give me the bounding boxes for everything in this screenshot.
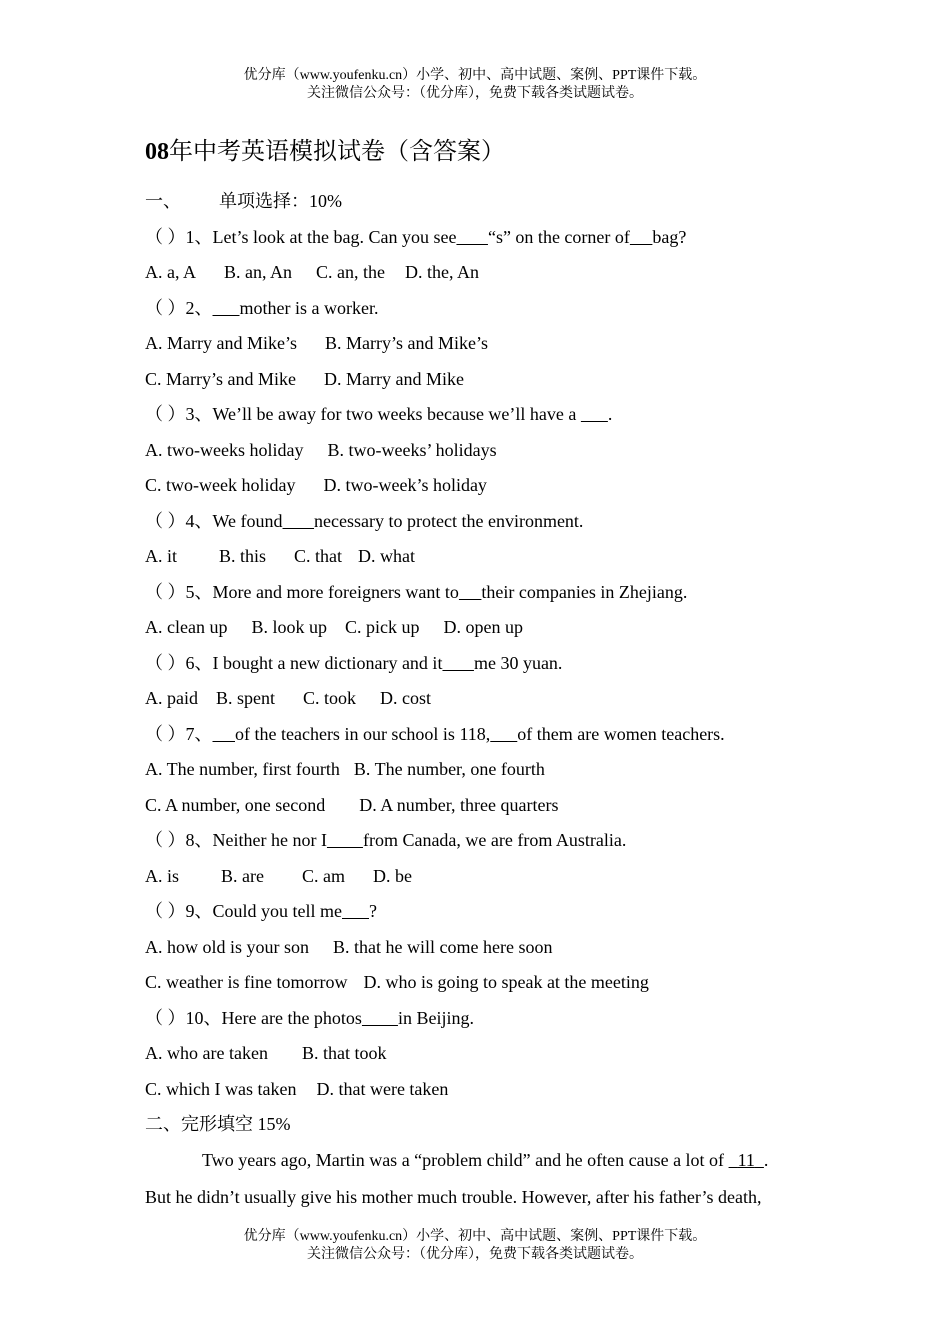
text-segment: of the teachers in our school is 118, bbox=[235, 724, 491, 744]
text-segment: C. which I was taken bbox=[145, 1079, 297, 1099]
text-segment: D. that were taken bbox=[316, 1079, 449, 1099]
blank bbox=[442, 653, 474, 673]
text-segment: （ ）8、Neither he nor I bbox=[145, 830, 327, 850]
text-segment: A. is bbox=[145, 866, 180, 886]
text-segment: D. be bbox=[373, 866, 412, 886]
text-segment: C. Marry’s and Mike bbox=[145, 369, 296, 389]
text-segment: （ ）5、More and more foreigners want to bbox=[145, 582, 459, 602]
text-segment: D. open up bbox=[443, 617, 523, 637]
text-segment: C. an, the bbox=[316, 262, 386, 282]
question-4-options bbox=[145, 545, 415, 567]
question-2-options-row-1 bbox=[145, 332, 488, 354]
text-segment: B. that took bbox=[301, 1043, 387, 1063]
text-segment: （ ）6、I bought a new dictionary and it bbox=[145, 653, 443, 673]
section-heading-2: 二、完形填空 15% bbox=[145, 1114, 291, 1134]
text-segment: D. what bbox=[358, 546, 416, 566]
text-segment: B. Marry’s and Mike’s bbox=[324, 333, 488, 353]
text-segment: D. cost bbox=[380, 688, 432, 708]
text-segment: ? bbox=[369, 901, 377, 921]
text-segment: of them are women teachers. bbox=[517, 724, 725, 744]
text-segment: B. an, An bbox=[224, 262, 293, 282]
question-2-options-row-2 bbox=[145, 368, 464, 390]
text-segment: A. The number, first fourth bbox=[145, 759, 340, 779]
question-10-options-row-2 bbox=[145, 1078, 448, 1100]
question-6 bbox=[145, 652, 562, 674]
text-segment: C. two-week holiday bbox=[145, 475, 296, 495]
text-segment: from Canada, we are from Australia. bbox=[362, 830, 627, 850]
text-segment: me 30 yuan. bbox=[473, 653, 563, 673]
question-4 bbox=[145, 510, 583, 532]
title-year: 08 bbox=[145, 139, 169, 165]
text-segment: A. it bbox=[145, 546, 178, 566]
text-segment: （ ）10、Here are the photos bbox=[145, 1008, 362, 1028]
question-2 bbox=[145, 297, 378, 319]
text-segment: . bbox=[607, 404, 613, 424]
blank bbox=[327, 830, 363, 850]
question-7-options-row-2 bbox=[145, 794, 559, 816]
question-10 bbox=[145, 1007, 474, 1029]
question-8 bbox=[145, 829, 626, 851]
blank bbox=[630, 227, 653, 247]
text-segment: A. a, A bbox=[145, 262, 196, 282]
blank bbox=[459, 582, 482, 602]
header-line-1: 优分库（www.youfenku.cn）小学、初中、高中试题、案例、PPT课件下载。 bbox=[243, 68, 707, 83]
text-segment: A. clean up bbox=[145, 617, 228, 637]
text-segment: A. who are taken bbox=[145, 1043, 268, 1063]
question-5 bbox=[145, 581, 687, 603]
text-segment: necessary to protect the environment. bbox=[314, 511, 584, 531]
blank bbox=[283, 511, 315, 531]
question-9 bbox=[145, 900, 377, 922]
text-segment: A. paid bbox=[145, 688, 198, 708]
blank bbox=[581, 404, 608, 424]
text-segment: . bbox=[763, 1150, 769, 1170]
text-segment: Two years ago, Martin was a “problem child” and he often cause a lot of bbox=[202, 1150, 725, 1170]
text-segment: （ ）2、 bbox=[145, 298, 213, 318]
text-segment: D. two-week’s holiday bbox=[323, 475, 487, 495]
page-header bbox=[0, 67, 950, 103]
page-footer bbox=[0, 1228, 950, 1264]
text-segment: D. the, An bbox=[405, 262, 480, 282]
question-3 bbox=[145, 403, 612, 425]
question-3-options-row-1 bbox=[145, 439, 497, 461]
text-segment: B. look up bbox=[251, 617, 327, 637]
text-segment: D. A number, three quarters bbox=[359, 795, 559, 815]
text-segment: C. pick up bbox=[344, 617, 420, 637]
text-segment: 单项选择：10% bbox=[219, 191, 342, 211]
blank bbox=[213, 298, 240, 318]
text-segment: C. that bbox=[294, 546, 343, 566]
question-3-options-row-2 bbox=[145, 474, 487, 496]
text-segment: C. weather is fine tomorrow bbox=[145, 972, 348, 992]
title-text: 年中考英语模拟试卷（含答案） bbox=[169, 139, 505, 165]
text-segment: A. Marry and Mike’s bbox=[145, 333, 297, 353]
footer-line-1: 优分库（www.youfenku.cn）小学、初中、高中试题、案例、PPT课件下载。 bbox=[243, 1229, 707, 1244]
text-segment: B. are bbox=[221, 866, 264, 886]
text-segment: D. who is going to speak at the meeting bbox=[363, 972, 649, 992]
question-1-options bbox=[145, 261, 479, 283]
text-segment: （ ）9、Could you tell me bbox=[145, 901, 342, 921]
text-segment: bag? bbox=[652, 227, 687, 247]
passage-line-1 bbox=[202, 1149, 768, 1171]
text-segment: B. this bbox=[219, 546, 267, 566]
text-segment: mother is a worker. bbox=[239, 298, 379, 318]
question-9-options-row-1 bbox=[145, 936, 552, 958]
question-7 bbox=[145, 723, 725, 745]
text-segment: 一、 bbox=[145, 191, 181, 211]
blank bbox=[490, 724, 517, 744]
text-segment: “s” on the corner of bbox=[487, 227, 630, 247]
page-title bbox=[145, 131, 505, 166]
text-segment: B. that he will come here soon bbox=[333, 937, 553, 957]
text-segment: （ ）4、We found bbox=[145, 511, 283, 531]
text-segment: A. two-weeks holiday bbox=[145, 440, 304, 460]
text-segment: （ ）1、Let’s look at the bag. Can you see bbox=[145, 227, 457, 247]
text-segment: A. how old is your son bbox=[145, 937, 310, 957]
text-segment: B. two-weeks’ holidays bbox=[327, 440, 497, 460]
text-segment: D. Marry and Mike bbox=[323, 369, 464, 389]
question-9-options-row-2 bbox=[145, 971, 649, 993]
blank bbox=[342, 901, 369, 921]
text-segment: their companies in Zhejiang. bbox=[481, 582, 688, 602]
text-segment: C. A number, one second bbox=[145, 795, 326, 815]
text-segment: （ ）7、 bbox=[145, 724, 213, 744]
text-segment: B. The number, one fourth bbox=[353, 759, 545, 779]
blank-11 bbox=[729, 1150, 764, 1170]
passage-line-2: But he didn’t usually give his mother much trouble. However, after his father’s death, bbox=[145, 1187, 762, 1207]
blank bbox=[213, 724, 236, 744]
footer-line-2: 关注微信公众号：（优分库），免费下载各类试题试卷。 bbox=[307, 1247, 643, 1262]
text-segment: C. took bbox=[303, 688, 357, 708]
question-6-options bbox=[145, 687, 431, 709]
question-10-options-row-1 bbox=[145, 1042, 386, 1064]
question-5-options bbox=[145, 616, 523, 638]
text-segment: 11 bbox=[737, 1150, 755, 1170]
blank bbox=[362, 1008, 398, 1028]
section-heading-1 bbox=[145, 190, 342, 212]
question-1 bbox=[145, 226, 686, 248]
text-segment: C. am bbox=[302, 866, 345, 886]
question-8-options bbox=[145, 865, 412, 887]
question-7-options-row-1 bbox=[145, 758, 545, 780]
text-segment: （ ）3、We’ll be away for two weeks because we’ll have a bbox=[145, 404, 577, 424]
header-line-2: 关注微信公众号：（优分库），免费下载各类试题试卷。 bbox=[307, 86, 643, 101]
text-segment: B. spent bbox=[216, 688, 276, 708]
text-segment: in Beijing. bbox=[397, 1008, 474, 1028]
blank bbox=[456, 227, 488, 247]
